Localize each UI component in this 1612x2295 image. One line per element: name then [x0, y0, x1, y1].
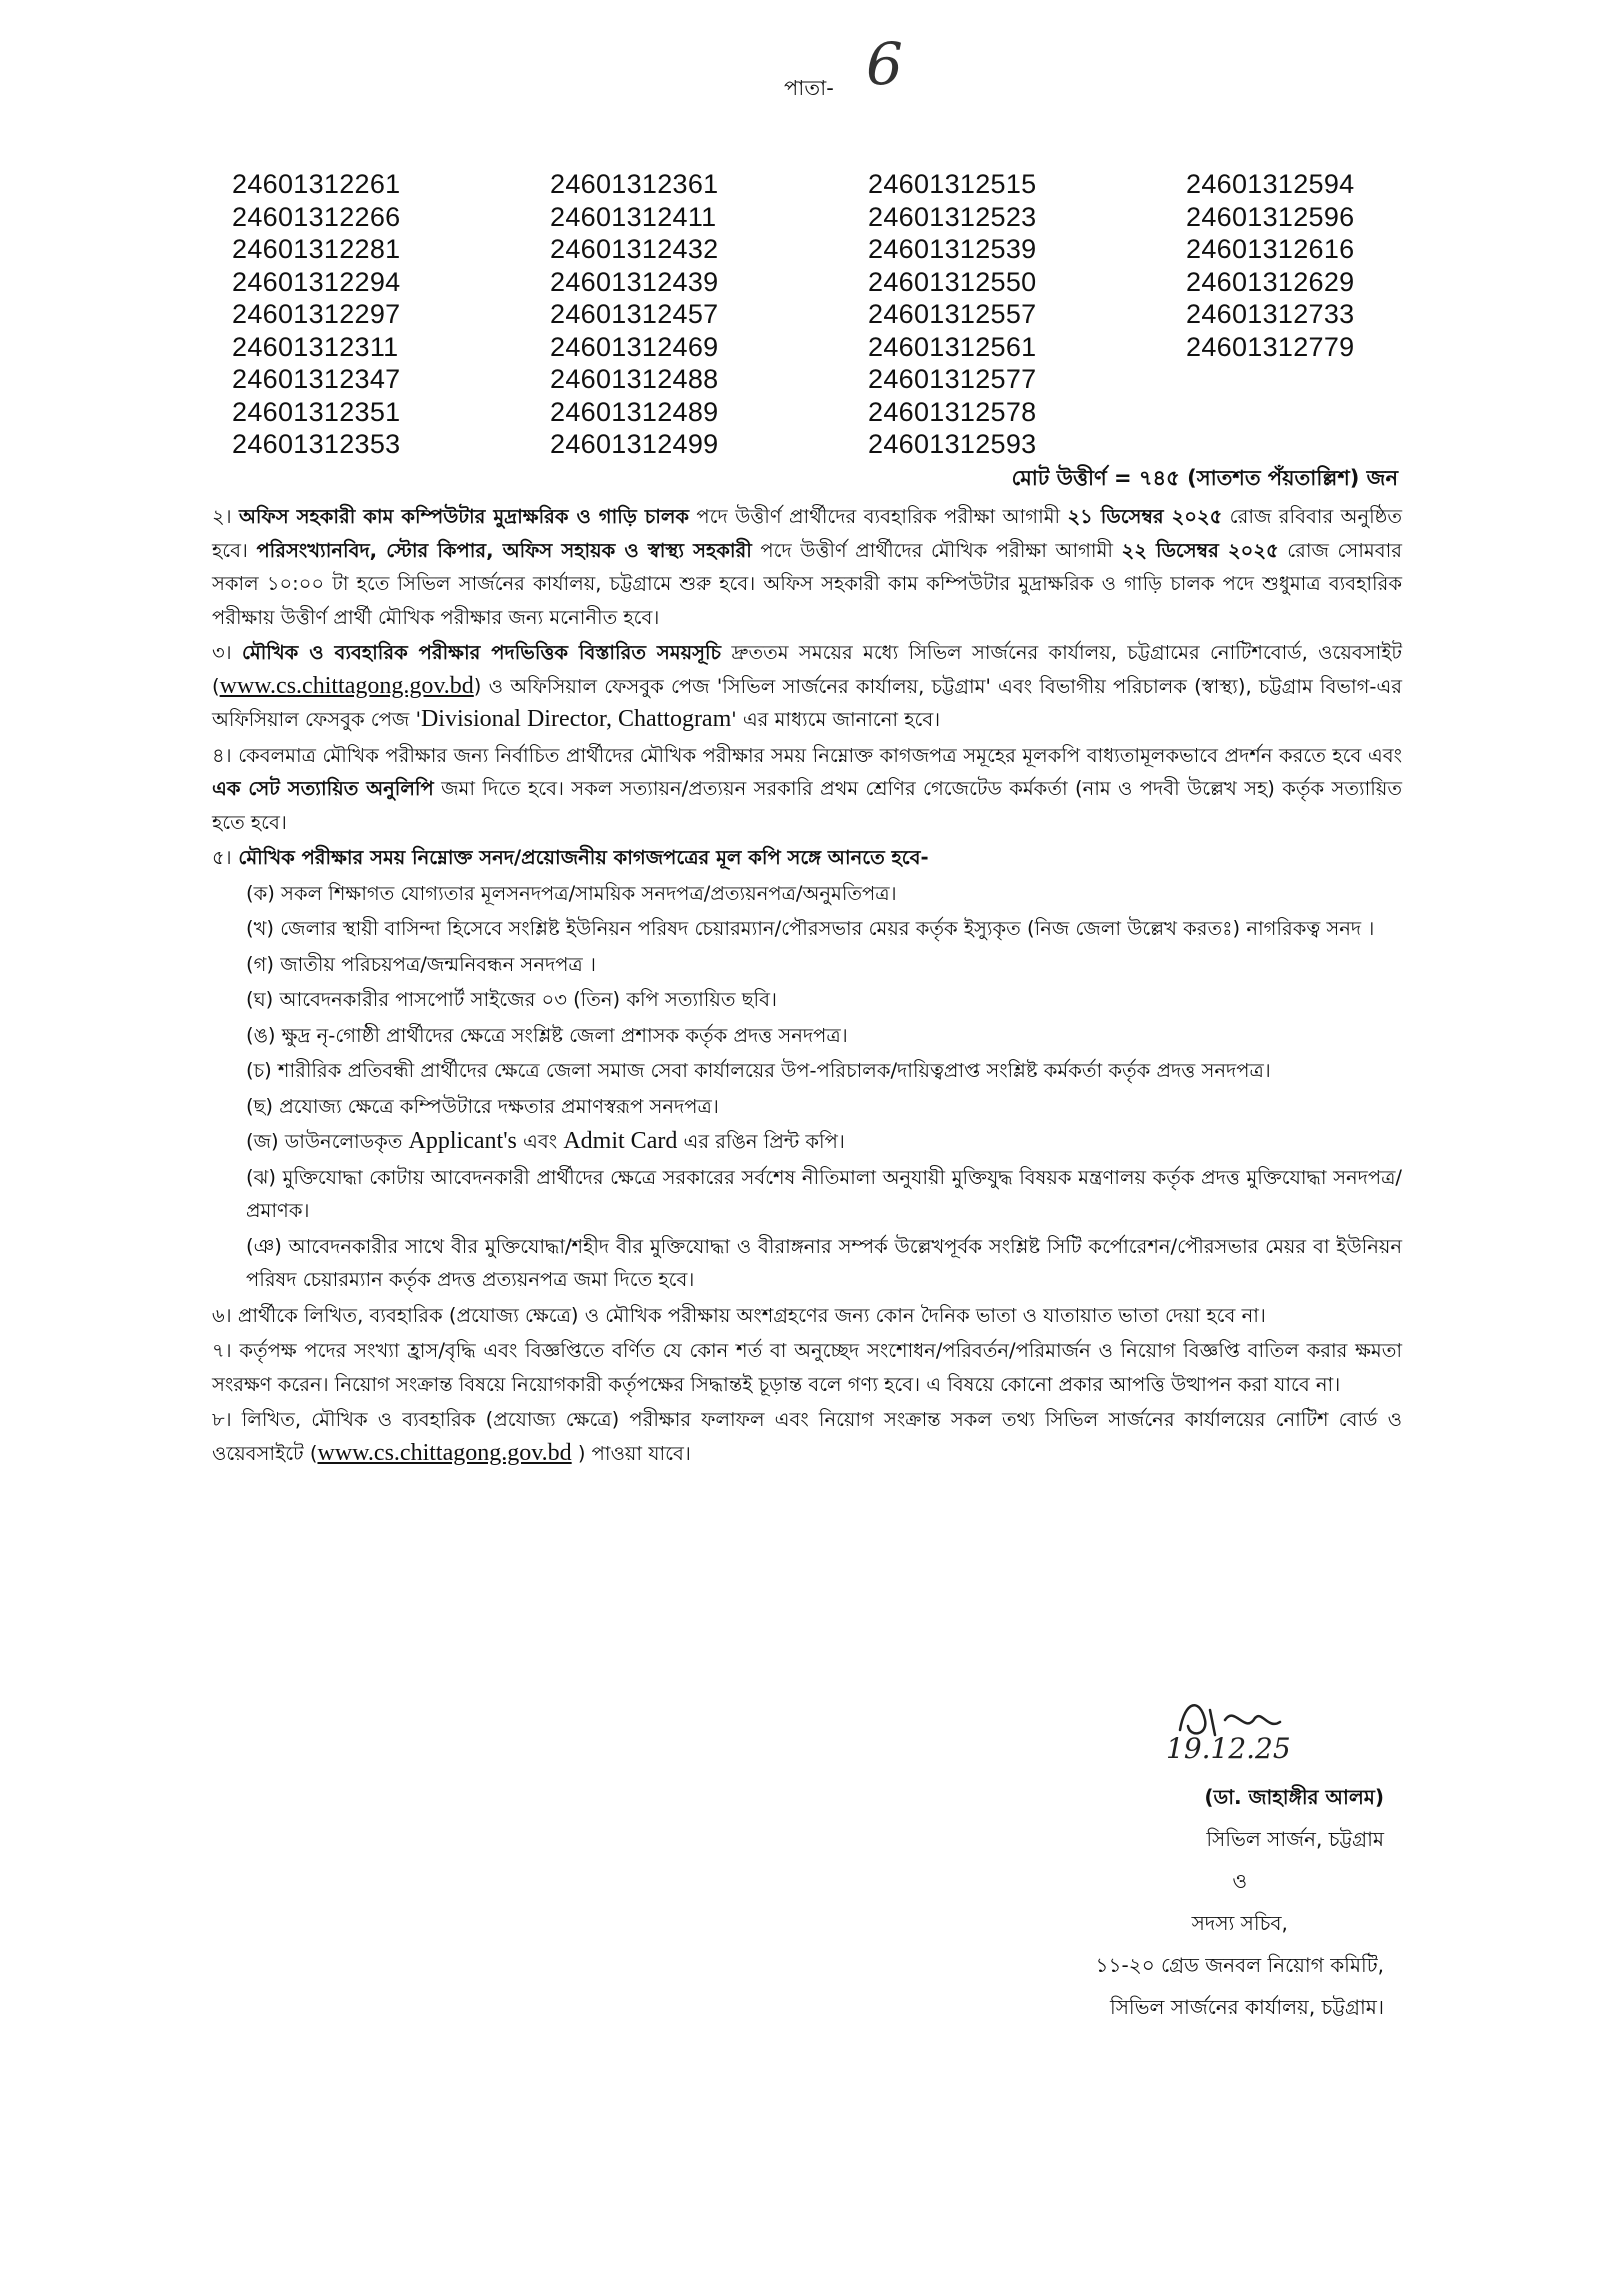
roll-column	[232, 168, 550, 461]
roll-number: 24601312488	[550, 364, 719, 394]
roll-number: 24601312578	[868, 396, 1037, 427]
roll-number: 24601312577	[868, 364, 1037, 394]
roll-number-table	[232, 168, 1504, 461]
website-link[interactable]: www.cs.chittagong.gov.bd	[317, 1439, 572, 1466]
para-text: পদে উত্তীর্ণ প্রার্থীদের ব্যবহারিক পরীক্ষা আগামী	[689, 505, 1068, 528]
list-item: (ছ) প্রযোজ্য ক্ষেত্রে কম্পিউটারে দক্ষতার প্রমাণস্বরূপ সনদপত্র।	[246, 1094, 719, 1118]
roll-number: 24601312469	[550, 331, 719, 362]
roll-number: 24601312347	[232, 364, 401, 394]
signatory-title: সদস্য সচিব,	[1191, 1911, 1288, 1935]
paragraph-8	[212, 1403, 1402, 1470]
list-item: (ঝ) মুক্তিযোদ্ধা কোটায় আবেদনকারী প্রার্থীদের ক্ষেত্রে সরকারের সর্বশেষ নীতিমালা অনুযায়ী মুক্তিযুদ্ধ বিষয়ক মন্ত্রণালয় কর্তৃক প্রদত্ত মুক্তিযোদ্ধা সনদপত্র/প্রমাণক।	[246, 1165, 1402, 1222]
bold-date: ২২ ডিসেম্বর ২০২৫	[1121, 538, 1279, 562]
roll-number: 24601312629	[1186, 266, 1355, 297]
bold-text: মৌখিক ও ব্যবহারিক পরীক্ষার পদভিত্তিক বিস্তারিত সময়সূচি	[241, 641, 722, 664]
roll-number: 24601312351	[232, 396, 401, 427]
signatory-conjunction: ও	[1232, 1869, 1248, 1893]
list-text-latin: Applicant's	[408, 1128, 517, 1154]
roll-number: 24601312281	[232, 234, 401, 264]
roll-number: 24601312266	[232, 201, 401, 232]
paragraph-6: ৬। প্রার্থীকে লিখিত, ব্যবহারিক (প্রযোজ্য ক্ষেত্রে) ও মৌখিক পরীক্ষায় অংশগ্রহণের জন্য কোন দৈনিক ভাতা ও যাতায়াত ভাতা দেয়া হবে না।	[212, 1303, 1266, 1327]
paragraph-2	[212, 500, 1402, 634]
list-item: (ঞ) আবেদনকারীর সাথে বীর মুক্তিযোদ্ধা/শহীদ বীর মুক্তিযোদ্ধা ও বীরাঙ্গনার সম্পর্ক উল্লেখপূর্বক সংশ্লিষ্ট সিটি কর্পোরেশন/পৌরসভার মেয়র বা ইউনিয়ন পরিষদ চেয়ারম্যান কর্তৃক প্রদত্ত প্রত্যয়নপত্র জমা দিতে হবে।	[246, 1234, 1402, 1291]
para-text: রোজ রবিবার অনুষ্ঠিত হবে।	[212, 505, 1402, 562]
roll-number: 24601312489	[550, 396, 719, 427]
para-text: জমা দিতে হবে। সকল সত্যায়ন/প্রত্যয়ন সরকারি প্রথম শ্রেণির গেজেটেড কর্মকর্তা (নাম ও পদবী উল্লেখ সহ) কর্তৃক সত্যায়িত হতে হবে।	[212, 777, 1403, 834]
roll-column	[550, 168, 868, 461]
bold-text: পরিসংখ্যানবিদ, স্টোর কিপার, অফিস সহায়ক ও স্বাস্থ্য সহকারী	[256, 538, 752, 562]
page-label: পাতা-	[784, 76, 834, 100]
para-number: ৫।	[212, 846, 232, 869]
paragraph-3	[212, 636, 1402, 737]
para-text: ) পাওয়া যাবে।	[571, 1441, 691, 1465]
roll-number: 24601312261	[232, 169, 401, 199]
roll-number: 24601312616	[1186, 234, 1355, 264]
signatory-name: (ডা. জাহাঙ্গীর আলম)	[1204, 1785, 1384, 1809]
list-text-latin: Admit Card	[563, 1128, 678, 1154]
para-text: ' এর মাধ্যমে জানানো হবে।	[731, 708, 941, 731]
list-text: এর রঙিন প্রিন্ট কপি।	[677, 1130, 845, 1153]
roll-number: 24601312557	[868, 299, 1037, 329]
roll-number: 24601312539	[868, 234, 1037, 264]
signatory-committee: ১১-২০ গ্রেড জনবল নিয়োগ কমিটি,	[1095, 1953, 1384, 1977]
bold-text: অফিস সহকারী কাম কম্পিউটার মুদ্রাক্ষরিক ও গাড়ি চালক	[239, 505, 690, 528]
roll-number: 24601312294	[232, 266, 401, 297]
website-link[interactable]: www.cs.chittagong.gov.bd	[219, 672, 474, 699]
list-item: (খ) জেলার স্থায়ী বাসিন্দা হিসেবে সংশ্লিষ্ট ইউনিয়ন পরিষদ চেয়ারম্যান/পৌরসভার মেয়র কর্তৃক ইস্যুকৃত (নিজ জেলা উল্লেখ করতঃ) নাগরিকত্ব সনদ ।	[246, 917, 1375, 940]
paragraph-5-heading	[212, 841, 1402, 875]
bold-date: ২১ ডিসেম্বর ২০২৫	[1067, 505, 1223, 528]
roll-number: 24601312594	[1186, 169, 1355, 199]
roll-number: 24601312457	[550, 299, 719, 329]
notice-body	[212, 500, 1402, 1472]
facebook-page-name: Divisional Director, Chattogram	[420, 706, 732, 732]
roll-number: 24601312353	[232, 429, 401, 459]
signatory-title: সিভিল সার্জন, চট্টগ্রাম	[1206, 1827, 1384, 1851]
roll-number: 24601312297	[232, 299, 401, 329]
list-item: (চ) শারীরিক প্রতিবন্ধী প্রার্থীদের ক্ষেত্রে জেলা সমাজ সেবা কার্যালয়ের উপ-পরিচালক/দায়িত্বপ্রাপ্ত সংশ্লিষ্ট কর্মকর্তা কর্তৃক প্রদত্ত সনদপত্র।	[246, 1059, 1271, 1082]
para-text: পদে উত্তীর্ণ প্রার্থীদের মৌখিক পরীক্ষা আগামী	[751, 538, 1122, 562]
roll-number: 24601312596	[1186, 201, 1355, 232]
list-item: (ঙ) ক্ষুদ্র নৃ-গোষ্ঠী প্রার্থীদের ক্ষেত্রে সংশ্লিষ্ট জেলা প্রশাসক কর্তৃক প্রদত্ত সনদপত্র।	[246, 1023, 848, 1047]
para-number: ৪।	[212, 743, 232, 767]
para-text: দ্রুততম সময়ের মধ্যে সিভিল সার্জনের কার্যালয়, চট্টগ্রামের নোটিশবোর্ড, ওয়েবসাইট (	[212, 641, 1403, 698]
list-item	[246, 1125, 1402, 1159]
roll-number: 24601312411	[550, 201, 717, 232]
bold-text: এক সেট সত্যায়িত অনুলিপি	[212, 777, 434, 800]
roll-number: 24601312311	[232, 331, 399, 362]
para-number: ২।	[212, 505, 232, 528]
roll-column	[1186, 168, 1504, 461]
para-number: ৩।	[212, 641, 232, 664]
roll-number: 24601312361	[550, 169, 719, 199]
signatory-block	[1096, 1776, 1384, 2028]
list-text: (জ) ডাউনলোডকৃত	[246, 1130, 409, 1153]
roll-column	[868, 168, 1186, 461]
list-item: (ক) সকল শিক্ষাগত যোগ্যতার মূলসনদপত্র/সাময়িক সনদপত্র/প্রত্যয়নপত্র/অনুমতিপত্র।	[246, 881, 897, 905]
list-item: (গ) জাতীয় পরিচয়পত্র/জন্মনিবন্ধন সনদপত্র ।	[246, 952, 596, 976]
roll-number: 24601312733	[1186, 299, 1355, 329]
roll-number: 24601312499	[550, 429, 719, 459]
bold-text: মৌখিক পরীক্ষার সময় নিম্নোক্ত সনদ/প্রয়োজনীয় কাগজপত্রের মূল কপি সঙ্গে আনতে হবে-	[231, 846, 929, 869]
para-text: কেবলমাত্র মৌখিক পরীক্ষার জন্য নির্বাচিত প্রার্থীদের মৌখিক পরীক্ষার সময় নিম্নোক্ত কাগজপত্র সমূহের মূলকপি বাধ্যতামূলকভাবে প্রদর্শন করতে হবে এবং	[231, 743, 1402, 767]
handwritten-page-number: 6	[866, 30, 903, 98]
para-text: ৮। লিখিত, মৌখিক ও ব্যবহারিক (প্রযোজ্য ক্ষেত্রে) পরীক্ষার ফলাফল এবং নিয়োগ সংক্রান্ত সকল তথ্য সিভিল সার্জনের কার্যালয়ের নোটিশ বোর্ড ও ওয়েবসাইটে (	[212, 1408, 1402, 1465]
roll-number: 24601312561	[868, 331, 1037, 362]
list-item: (ঘ) আবেদনকারীর পাসপোর্ট সাইজের ০৩ (তিন) কপি সত্যায়িত ছবি।	[246, 988, 777, 1011]
para-text: ) ও অফিসিয়াল ফেসবুক পেজ 'সিভিল সার্জনের কার্যালয়, চট্টগ্রাম' এবং বিভাগীয় পরিচালক (স্বাস্থ্য), চট্টগ্রাম বিভাগ-এর অফিসিয়াল ফেসবুক পেজ '	[212, 674, 1402, 731]
signature-date: 19.12.25	[1166, 1732, 1291, 1765]
roll-number: 24601312593	[868, 429, 1037, 459]
list-text: এবং	[516, 1130, 564, 1153]
roll-number: 24601312515	[868, 169, 1037, 199]
signatory-office: সিভিল সার্জনের কার্যালয়, চট্টগ্রাম।	[1109, 1995, 1384, 2019]
roll-number: 24601312523	[868, 201, 1037, 232]
para-text: রোজ সোমবার সকাল ১০:০০ টা হতে সিভিল সার্জনের কার্যালয়, চট্টগ্রামে শুরু হবে। অফিস সহকারী কাম কম্পিউটার মুদ্রাক্ষরিক ও গাড়ি চালক পদে শুধুমাত্র ব্যবহারিক পরীক্ষায় উত্তীর্ণ প্রার্থী মৌখিক পরীক্ষার জন্য মনোনীত হবে।	[212, 538, 1402, 629]
roll-number: 24601312779	[1186, 331, 1355, 362]
roll-number: 24601312550	[868, 266, 1037, 297]
paragraph-4	[212, 739, 1402, 840]
document-list	[212, 877, 1402, 1297]
roll-number: 24601312432	[550, 234, 719, 264]
paragraph-7: ৭। কর্তৃপক্ষ পদের সংখ্যা হ্রাস/বৃদ্ধি এবং বিজ্ঞপ্তিতে বর্ণিত যে কোন শর্ত বা অনুচ্ছেদ সংশোধন/পরিবর্তন/পরিমার্জন ও নিয়োগ বিজ্ঞপ্তি বাতিল করার ক্ষমতা সংরক্ষণ করেন। নিয়োগ সংক্রান্ত বিষয়ে নিয়োগকারী কর্তৃপক্ষের সিদ্ধান্তই চূড়ান্ত বলে গণ্য হবে। এ বিষয়ে কোনো প্রকার আপত্তি উত্থাপন করা যাবে না।	[212, 1339, 1402, 1396]
total-passed: মোট উত্তীর্ণ = ৭৪৫ (সাতশত পঁয়তাল্লিশ) জন	[1011, 466, 1398, 490]
roll-number: 24601312439	[550, 266, 719, 297]
